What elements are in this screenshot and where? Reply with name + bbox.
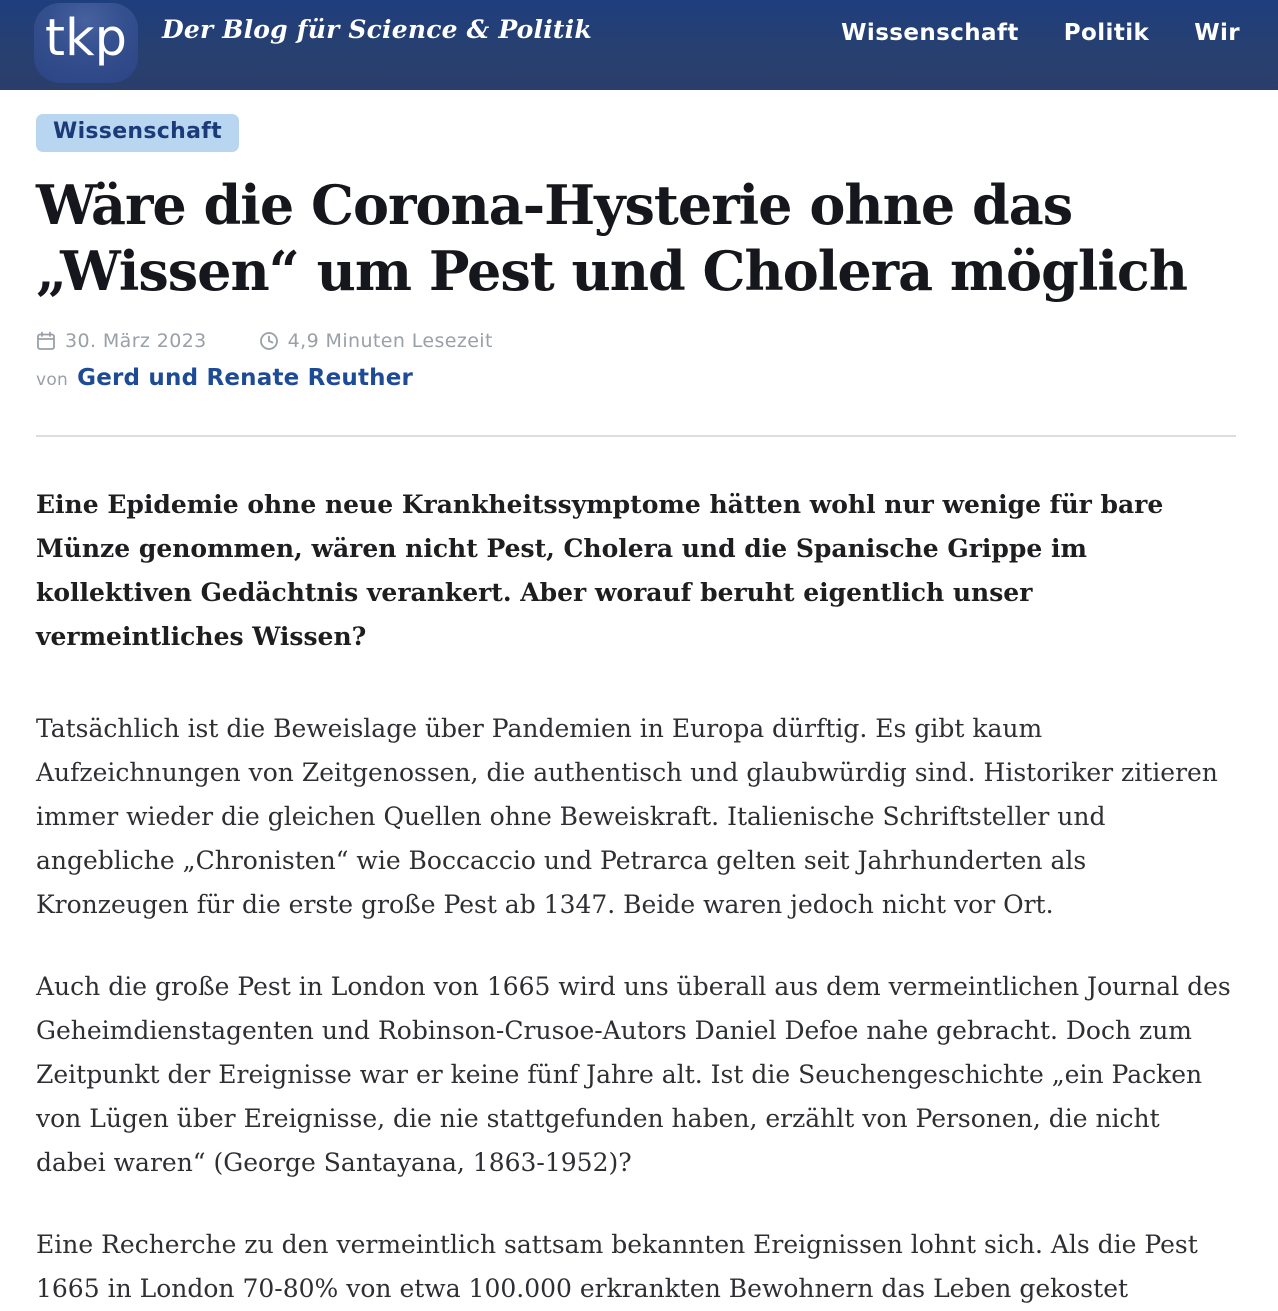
reading-time-label: 4,9 Minuten Lesezeit [287,330,493,352]
nav-item-politik[interactable]: Politik [1063,20,1150,46]
article-date-label: 30. März 2023 [65,330,207,352]
intro-paragraph: Eine Epidemie ohne neue Krankheitssymptome hätten wohl nur wenige für bare Münze genommen, wären nicht Pest, Cholera und die Spanische Grippe im kollektiven Gedächtnis verankert. Aber worauf beruht eigentlich unser vermeintliches Wissen? [36,490,1164,651]
site-logo-text: tkp [45,8,127,68]
site-logo[interactable] [34,3,138,83]
reading-time [259,330,493,352]
body-paragraph-3: Eine Recherche zu den vermeintlich sattsam bekannten Ereignissen lohnt sich. Als die Pest 1665 in London 70-80% von etwa 100.000 erkrankten Bewohnern das Leben gekostet [36,1230,1198,1303]
calendar-icon [36,331,56,351]
article-meta-row [36,330,1236,352]
site-tagline: Der Blog für Science & Politik [162,15,592,44]
article-body [36,483,1236,1311]
nav-item-wir[interactable]: Wir [1194,20,1240,46]
author-link[interactable]: Gerd und Renate Reuther [77,365,414,391]
nav-item-wissenschaft[interactable]: Wissenschaft [841,20,1019,46]
byline [36,365,1236,391]
body-paragraph-1: Tatsächlich ist die Beweislage über Pandemien in Europa dürftig. Es gibt kaum Aufzeichnungen von Zeitgenossen, die authentisch und glaubwürdig sind. Historiker zitieren immer wieder die gleichen Quellen ohne Beweiskraft. Italienische Schriftsteller und angebliche „Chronisten“ wie Boccaccio und Petrarca gelten seit Jahrhunderten als Kronzeugen für die erste große Pest ab 1347. Beide waren jedoch nicht vor Ort. [36,714,1218,919]
article-content [0,90,1278,1311]
body-paragraph-2: Auch die große Pest in London von 1665 wird uns überall aus dem vermeintlichen Journal des Geheimdienstagenten und Robinson-Crusoe-Autors Daniel Defoe nahe gebracht. Doch zum Zeitpunkt der Ereignisse war er keine fünf Jahre alt. Ist die Seuchengeschichte „ein Packen von Lügen über Ereignisse, die nie stattgefunden haben, erzählt von Personen, die nicht dabei waren“ (George Santayana, 1863-1952)? [36,972,1231,1177]
clock-icon [259,331,279,351]
page-title: Wäre die Corona-Hysterie ohne das „Wissen“ um Pest und Cholera möglich [36,173,1187,303]
byline-prefix: von [36,370,69,390]
main-nav [841,20,1240,46]
article-date [36,330,207,352]
site-header [0,0,1278,90]
category-badge[interactable]: Wissenschaft [36,114,239,152]
divider [36,435,1236,437]
